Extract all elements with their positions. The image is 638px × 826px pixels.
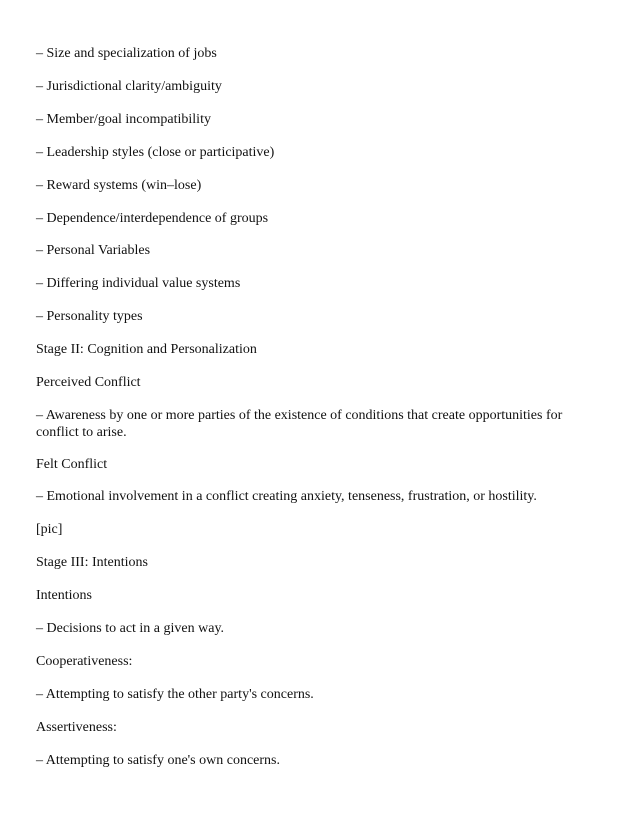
heading-felt-conflict: Felt Conflict bbox=[36, 457, 108, 472]
bullet-awareness: – Awareness by one or more parties of the existence of conditions that create opportunities for conflict to arise. bbox=[36, 408, 563, 440]
heading-perceived-conflict: Perceived Conflict bbox=[36, 375, 141, 390]
heading-stage-ii: Stage II: Cognition and Personalization bbox=[36, 342, 257, 357]
bullet-emotional-involvement: – Emotional involvement in a conflict creating anxiety, tenseness, frustration, or hostility. bbox=[36, 489, 537, 504]
bullet-decisions: – Decisions to act in a given way. bbox=[36, 621, 225, 636]
heading-intentions: Intentions bbox=[36, 588, 92, 603]
bullet-jurisdictional-clarity: – Jurisdictional clarity/ambiguity bbox=[36, 79, 222, 94]
bullet-value-systems: – Differing individual value systems bbox=[36, 276, 241, 291]
bullet-size-specialization: – Size and specialization of jobs bbox=[36, 46, 217, 61]
bullet-reward-systems: – Reward systems (win–lose) bbox=[36, 178, 202, 193]
bullet-other-party-concerns: – Attempting to satisfy the other party's concerns. bbox=[36, 687, 314, 702]
heading-cooperativeness: Cooperativeness: bbox=[36, 654, 133, 669]
pic-placeholder: [pic] bbox=[36, 522, 63, 537]
bullet-dependence: – Dependence/interdependence of groups bbox=[36, 211, 269, 226]
bullet-personality-types: – Personality types bbox=[36, 309, 143, 324]
bullet-member-goal: – Member/goal incompatibility bbox=[36, 112, 211, 127]
heading-stage-iii: Stage III: Intentions bbox=[36, 555, 148, 570]
bullet-personal-variables: – Personal Variables bbox=[36, 243, 151, 258]
heading-assertiveness: Assertiveness: bbox=[36, 720, 117, 735]
bullet-leadership-styles: – Leadership styles (close or participative) bbox=[36, 145, 275, 160]
bullet-own-concerns: – Attempting to satisfy one's own concerns. bbox=[36, 753, 280, 768]
